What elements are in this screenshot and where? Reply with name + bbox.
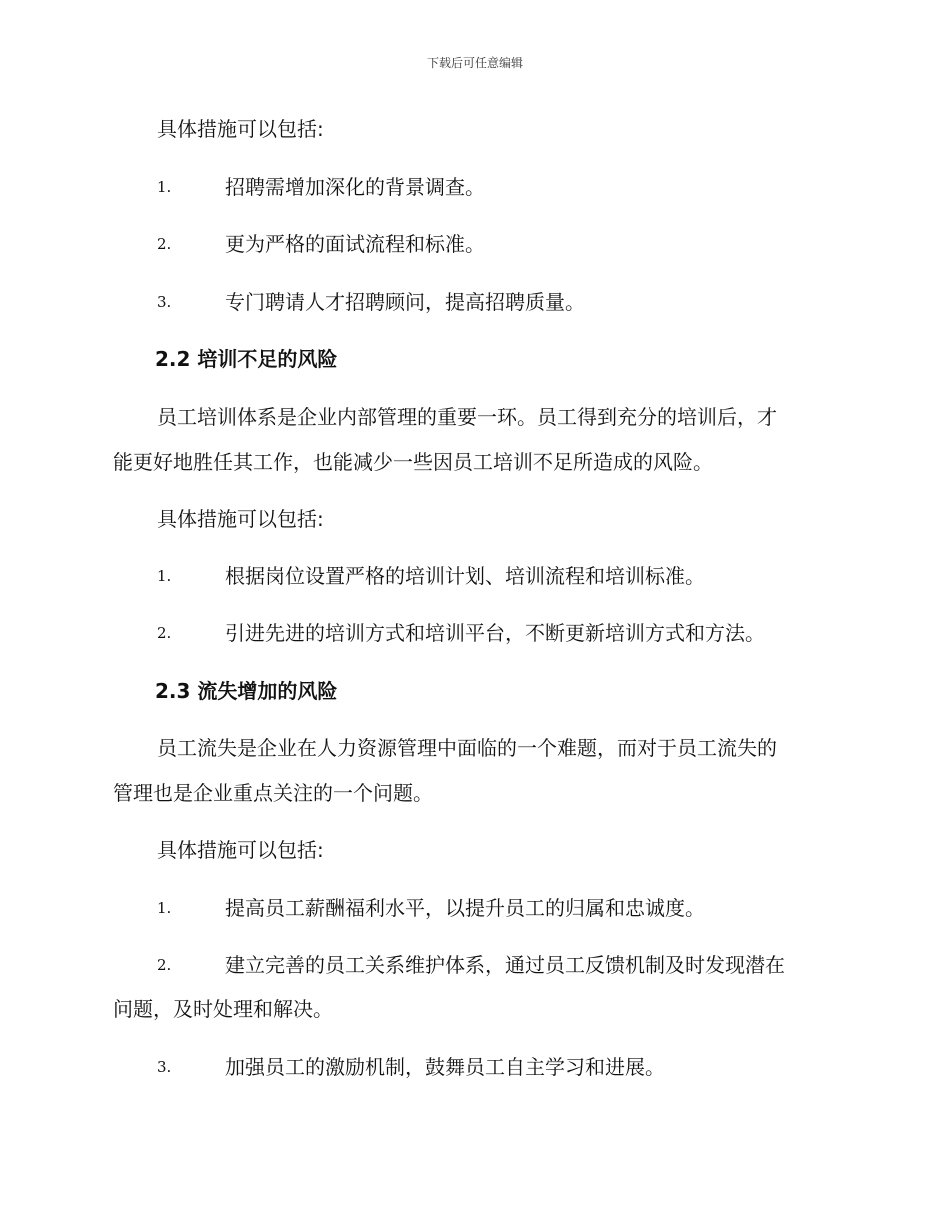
measures-intro: 具体措施可以包括: [157, 507, 324, 531]
list-item [0, 234, 950, 254]
list-item [0, 566, 950, 586]
list-item-text: 专门聘请人才招聘顾问，提高招聘质量。 [225, 290, 585, 314]
list-item-text: 提高员工薪酬福利水平，以提升员工的归属和忠诚度。 [225, 896, 705, 920]
list-item-text: 引进先进的培训方式和培训平台，不断更新培训方式和方法。 [225, 621, 765, 645]
list-item-number: 2. [157, 956, 172, 974]
list-item-number: 2. [157, 624, 172, 642]
list-item-text: 根据岗位设置严格的培训计划、培训流程和培训标准。 [225, 564, 705, 588]
list-item-number: 3. [157, 293, 172, 311]
list-item-text: 加强员工的激励机制，鼓舞员工自主学习和进展。 [225, 1055, 665, 1079]
paragraph-line: 管理也是企业重点关注的一个问题。 [113, 781, 433, 805]
measures-intro: 具体措施可以包括: [157, 117, 324, 141]
paragraph-line: 能更好地胜任其工作，也能减少一些因员工培训不足所造成的风险。 [113, 450, 713, 474]
list-item-number: 1. [157, 178, 172, 196]
section-heading: 2.3 流失增加的风险 [155, 679, 338, 703]
list-item [0, 177, 950, 197]
list-item-continuation: 问题，及时处理和解决。 [113, 997, 333, 1021]
list-item [0, 955, 950, 975]
list-item-text: 更为严格的面试流程和标准。 [225, 232, 485, 256]
page-header: 下载后可任意编辑 [426, 56, 523, 70]
list-item [0, 623, 950, 643]
paragraph-line: 员工培训体系是企业内部管理的重要一环。员工得到充分的培训后，才 [157, 405, 777, 429]
list-item-number: 1. [157, 567, 172, 585]
list-item-number: 2. [157, 235, 172, 253]
list-item [0, 292, 950, 312]
paragraph-line: 员工流失是企业在人力资源管理中面临的一个难题，而对于员工流失的 [157, 736, 777, 760]
measures-intro: 具体措施可以包括: [157, 838, 324, 862]
list-item-number: 3. [157, 1058, 172, 1076]
list-item-text: 建立完善的员工关系维护体系，通过员工反馈机制及时发现潜在 [225, 953, 785, 977]
list-item [0, 898, 950, 918]
list-item [0, 1057, 950, 1077]
section-heading: 2.2 培训不足的风险 [155, 347, 338, 371]
list-item-text: 招聘需增加深化的背景调查。 [225, 175, 485, 199]
list-item-number: 1. [157, 899, 172, 917]
